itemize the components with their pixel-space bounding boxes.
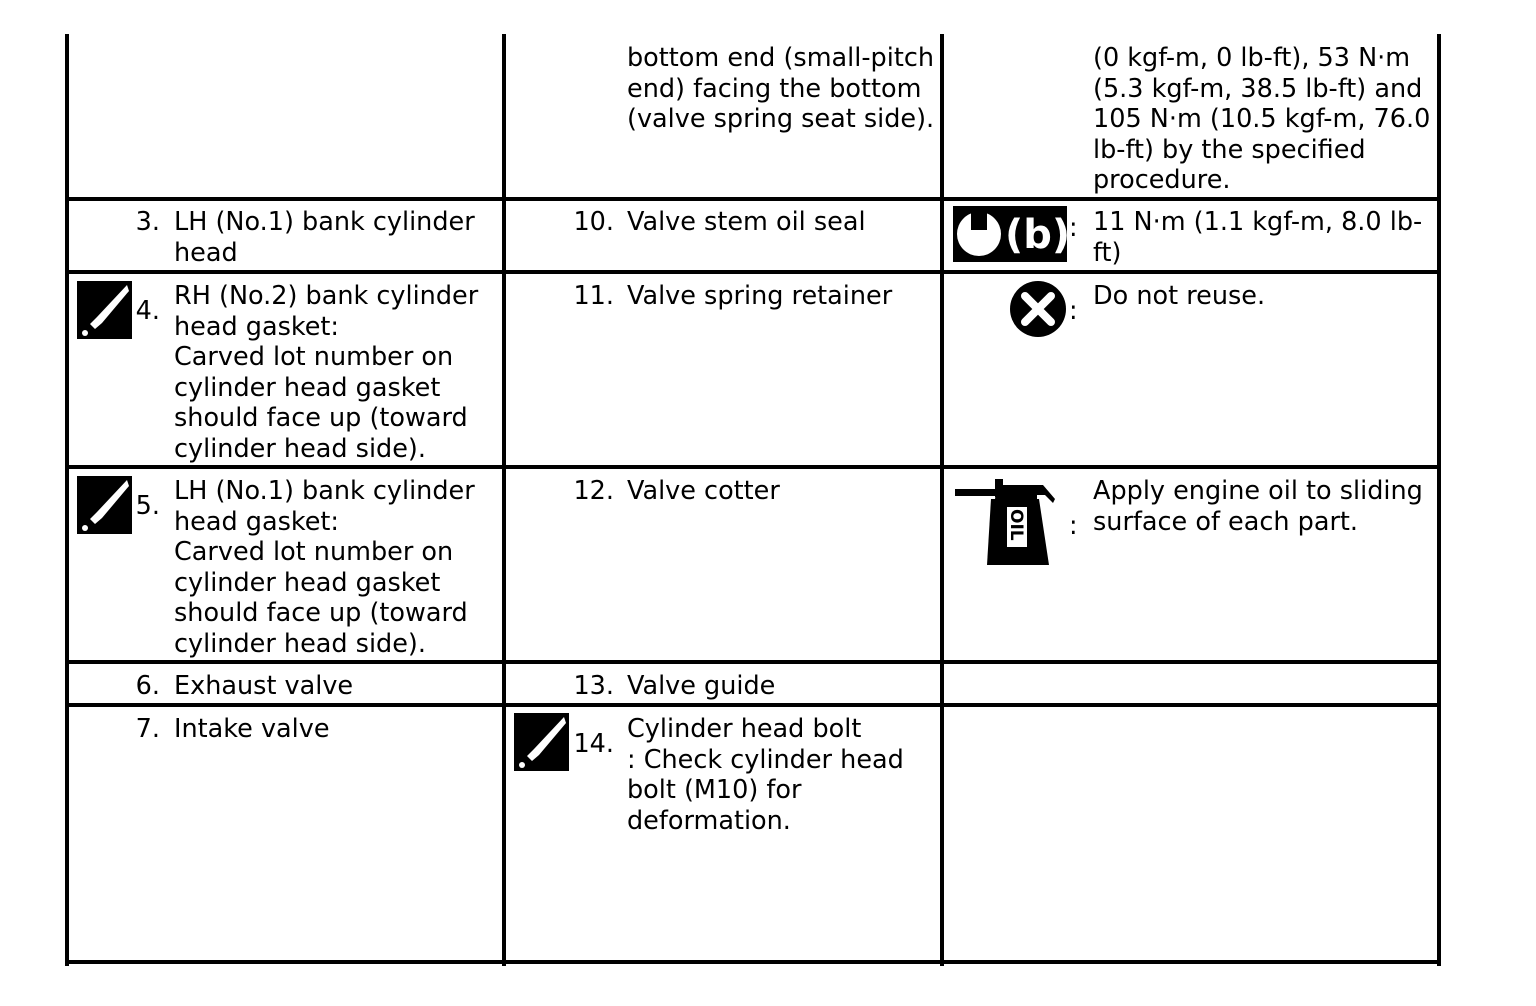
table-cell-text: Do not reuse. bbox=[1093, 281, 1266, 311]
table-cell-text: Valve cotter bbox=[627, 476, 780, 506]
item-number: 10. bbox=[573, 207, 614, 237]
torque-b-icon bbox=[953, 206, 1067, 262]
item-number: 14. bbox=[573, 729, 614, 759]
item-number: 7. bbox=[135, 714, 160, 744]
item-number: 11. bbox=[573, 281, 614, 311]
svg-text:(b): (b) bbox=[1005, 212, 1067, 258]
table-cell-text: Exhaust valve bbox=[174, 671, 354, 701]
table-cell-text: Valve spring retainer bbox=[627, 281, 893, 311]
table-cell-text: Apply engine oil to sliding surface of each part. bbox=[1093, 476, 1423, 537]
table-cell-text: Intake valve bbox=[174, 714, 330, 744]
row-divider bbox=[65, 660, 1441, 664]
sealant-icon bbox=[77, 281, 132, 339]
table-border-right bbox=[1437, 34, 1441, 966]
item-number: 13. bbox=[573, 671, 614, 701]
row-divider bbox=[65, 465, 1441, 469]
table-cell-text: LH (No.1) bank cylinder head bbox=[174, 207, 475, 268]
table-cell-text: Cylinder head bolt : Check cylinder head bolt (M10) for deformation. bbox=[627, 714, 904, 836]
row-divider bbox=[65, 197, 1441, 201]
table-border-bottom bbox=[65, 960, 1441, 964]
table-cell-text: 11 N·m (1.1 kgf-m, 8.0 lb- ft) bbox=[1093, 207, 1423, 268]
table-cell-text: bottom end (small-pitch end) facing the bottom (valve spring seat side). bbox=[627, 43, 935, 134]
item-number: 6. bbox=[135, 671, 160, 701]
item-number: 4. bbox=[135, 296, 160, 326]
oil-can-icon bbox=[955, 477, 1067, 569]
table-cell-text: (0 kgf-m, 0 lb-ft), 53 N·m (5.3 kgf-m, 38.5 lb-ft) and 105 N·m (10.5 kgf-m, 76.0 lb-ft) by the specified procedure. bbox=[1093, 43, 1431, 195]
table-divider-2 bbox=[940, 34, 944, 966]
svg-text:OIL: OIL bbox=[1006, 509, 1026, 541]
table-cell-text: LH (No.1) bank cylinder head gasket: Carved lot number on cylinder head gasket should face up (toward cylinder head side). bbox=[174, 476, 475, 659]
sealant-icon bbox=[77, 476, 132, 534]
item-number: 12. bbox=[573, 476, 614, 506]
row-divider bbox=[65, 703, 1441, 707]
table-cell-text: Valve stem oil seal bbox=[627, 207, 866, 237]
table-cell-text: Valve guide bbox=[627, 671, 776, 701]
item-number: 3. bbox=[135, 207, 160, 237]
table-divider-1 bbox=[502, 34, 506, 966]
sealant-icon bbox=[514, 713, 569, 771]
item-number: 5. bbox=[135, 491, 160, 521]
table-border-left bbox=[65, 34, 69, 966]
colon: : bbox=[1069, 296, 1078, 326]
colon: : bbox=[1069, 511, 1078, 541]
colon: : bbox=[1069, 213, 1078, 243]
row-divider bbox=[65, 270, 1441, 274]
do-not-reuse-icon bbox=[1009, 280, 1067, 338]
table-cell-text: RH (No.2) bank cylinder head gasket: Carved lot number on cylinder head gasket should face up (toward cylinder head side). bbox=[174, 281, 479, 464]
